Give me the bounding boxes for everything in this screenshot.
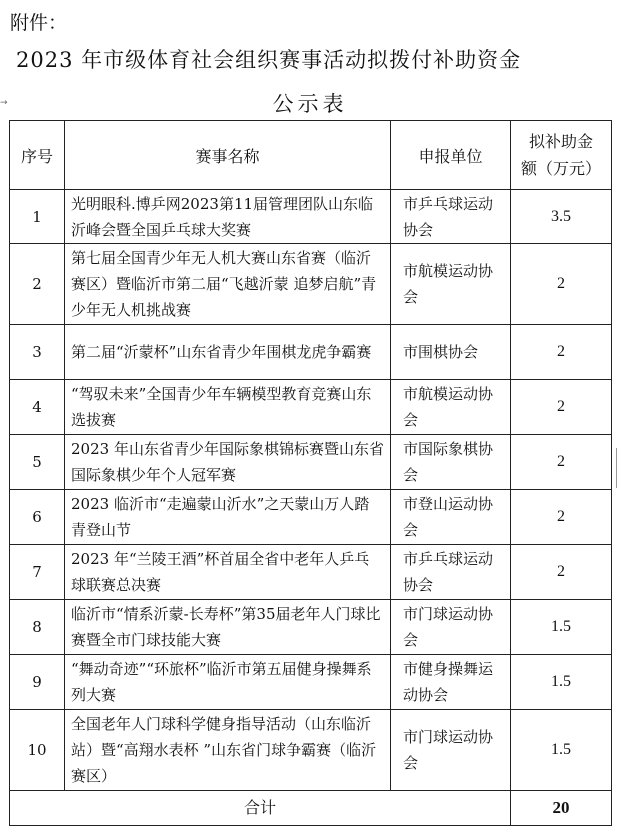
row-unit: 市乒乓球运动协会 — [391, 190, 511, 244]
row-no: 9 — [10, 655, 65, 710]
row-event: 2023 年山东省青少年国际象棋锦标赛暨山东省国际象棋少年个人冠军赛 — [65, 435, 391, 490]
row-unit: 市登山运动协会 — [391, 490, 511, 545]
edge-arrow-icon: → — [0, 98, 8, 108]
row-unit: 市乒乓球运动协会 — [391, 545, 511, 600]
row-no: 10 — [10, 710, 65, 791]
page-title: 2023 年市级体育社会组织赛事活动拟拨付补助资金 — [16, 48, 522, 72]
header-unit: 申报单位 — [391, 121, 511, 190]
table-row — [10, 600, 612, 655]
row-amount: 2 — [511, 435, 612, 490]
row-no: 2 — [10, 244, 65, 325]
row-no: 4 — [10, 380, 65, 435]
row-unit: 市航模运动协会 — [391, 244, 511, 325]
table-row — [10, 435, 612, 490]
row-amount: 1.5 — [511, 655, 612, 710]
total-row — [10, 791, 612, 826]
page-edge-marker — [616, 448, 620, 488]
row-amount: 2 — [511, 490, 612, 545]
header-amount-line2: 额（万元） — [520, 159, 601, 178]
row-no: 8 — [10, 600, 65, 655]
row-event: 临沂市“情系沂蒙-长寿杯”第35届老年人门球比赛暨全市门球技能大赛 — [65, 600, 391, 655]
row-no: 1 — [10, 190, 65, 244]
attachment-label: 附件： — [10, 12, 68, 34]
table-row — [10, 490, 612, 545]
row-amount: 1.5 — [511, 600, 612, 655]
row-unit: 市门球运动协会 — [391, 600, 511, 655]
row-event: “舞动奇迹”“环旅杯”临沂市第五届健身操舞系列大赛 — [65, 655, 391, 710]
row-amount: 2 — [511, 380, 612, 435]
table-row — [10, 380, 612, 435]
table-row — [10, 325, 612, 380]
table-row — [10, 190, 612, 244]
row-event: 第七届全国青少年无人机大赛山东省赛（临沂赛区）暨临沂市第二届“飞越沂蒙 追梦启航”青少年无人机挑战赛 — [65, 244, 391, 325]
row-event: 2023 临沂市“走遍蒙山沂水”之天蒙山万人踏青登山节 — [65, 490, 391, 545]
table-row — [10, 545, 612, 600]
row-unit: 市门球运动协会 — [391, 710, 511, 791]
row-unit: 市围棋协会 — [391, 325, 511, 380]
page-subtitle: 公示表 — [272, 92, 348, 116]
table-row — [10, 244, 612, 325]
row-amount: 1.5 — [511, 710, 612, 791]
row-amount: 2 — [511, 244, 612, 325]
row-amount: 2 — [511, 545, 612, 600]
row-amount: 2 — [511, 325, 612, 380]
header-amount-line1: 拟补助金 — [528, 132, 593, 151]
row-unit: 市航模运动协会 — [391, 380, 511, 435]
table-row — [10, 655, 612, 710]
row-no: 3 — [10, 325, 65, 380]
table-header-row — [10, 121, 612, 190]
header-amount — [511, 121, 612, 190]
row-event: 光明眼科.博乒网2023第11届管理团队山东临沂峰会暨全国乒乓球大奖赛 — [65, 190, 391, 244]
header-event: 赛事名称 — [65, 121, 391, 190]
row-no: 7 — [10, 545, 65, 600]
subsidy-table — [9, 120, 612, 826]
row-unit: 市健身操舞运动协会 — [391, 655, 511, 710]
row-amount: 3.5 — [511, 190, 612, 244]
header-no: 序号 — [10, 121, 65, 190]
row-no: 5 — [10, 435, 65, 490]
total-label: 合计 — [10, 791, 511, 826]
row-unit: 市国际象棋协会 — [391, 435, 511, 490]
row-event: “驾驭未来”全国青少年车辆模型教育竞赛山东选拔赛 — [65, 380, 391, 435]
row-event: 全国老年人门球科学健身指导活动（山东临沂站）暨“高翔水表杯 ”山东省门球争霸赛（临沂赛区） — [65, 710, 391, 791]
row-event: 2023 年“兰陵王酒”杯首届全省中老年人乒乓球联赛总决赛 — [65, 545, 391, 600]
row-no: 6 — [10, 490, 65, 545]
table-row — [10, 710, 612, 791]
total-value: 20 — [511, 791, 612, 826]
row-event: 第二届“沂蒙杯”山东省青少年围棋龙虎争霸赛 — [65, 325, 391, 380]
